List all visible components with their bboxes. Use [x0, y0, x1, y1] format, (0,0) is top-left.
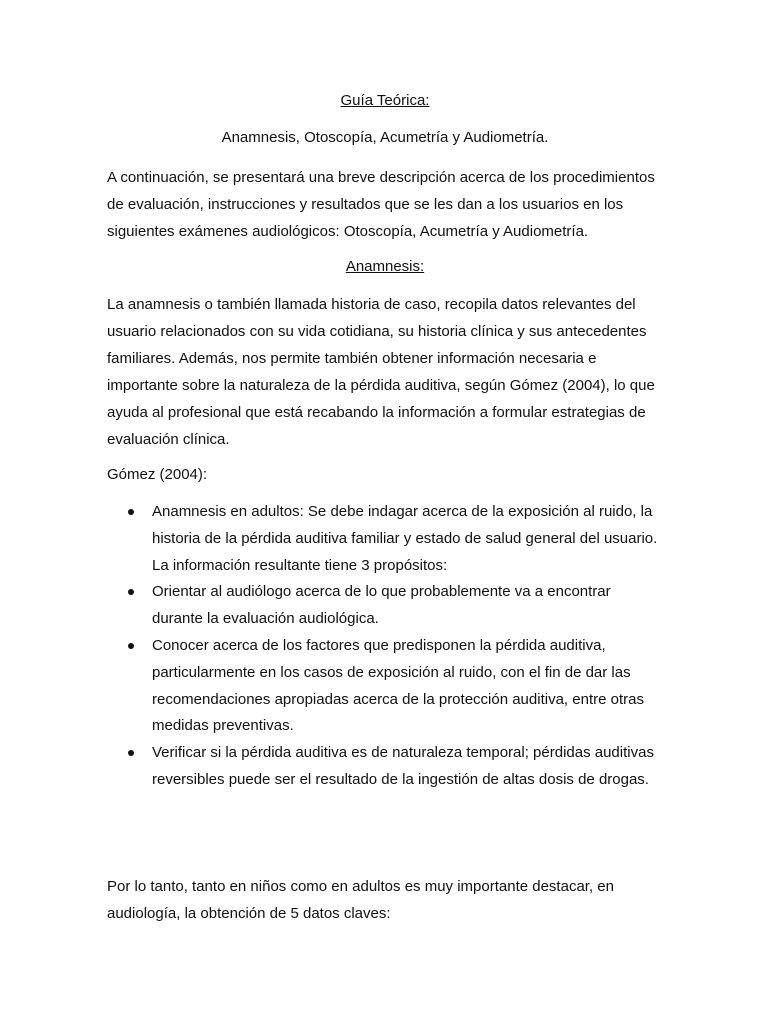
document-page [107, 90, 663, 938]
bullet-item [107, 499, 663, 579]
bullet-item [107, 633, 663, 740]
anamnesis-paragraph: La anamnesis o también llamada historia de caso, recopila datos relevantes del usuario relacionados con su vida cotidiana, su historia clínica y sus antecedentes familiares. Además, nos permite también obtener información necesaria e importante sobre la naturaleza de la pérdida auditiva, según Gómez (2004), lo que ayuda al profesional que está recabando la información a formular estrategias de evaluación clínica. [107, 296, 655, 448]
bullet-item [107, 579, 663, 633]
bullet-text: Anamnesis en adultos: Se debe indagar acerca de la exposición al ruido, la historia de la pérdida auditiva familiar y estado de salud general del usuario. La información resultante tiene 3 propósitos: [152, 503, 658, 574]
bullet-icon [128, 589, 134, 595]
bullet-icon [128, 643, 134, 649]
bullet-text: Conocer acerca de los factores que predisponen la pérdida auditiva, particularmente en los casos de exposición al ruido, con el fin de dar las recomendaciones apropiadas acerca de la protección auditiva, entre otras medidas preventivas. [152, 636, 644, 735]
closing-paragraph: Por lo tanto, tanto en niños como en adultos es muy importante destacar, en audiología, la obtención de 5 datos claves: [107, 877, 614, 922]
bullet-item [107, 740, 663, 794]
bullet-icon [128, 750, 134, 756]
document-subtitle: Anamnesis, Otoscopía, Acumetría y Audiometría. [221, 129, 549, 146]
blank-space [107, 794, 663, 873]
bullet-text: Verificar si la pérdida auditiva es de naturaleza temporal; pérdidas auditivas reversibles puede ser el resultado de la ingestión de altas dosis de drogas. [152, 744, 654, 788]
intro-paragraph: A continuación, se presentará una breve descripción acerca de los procedimientos de evaluación, instrucciones y resultados que se les dan a los usuarios en los siguientes exámenes audiológicos: Otoscopía, Acumetría y Audiometría. [107, 169, 655, 240]
bullet-icon [128, 509, 134, 515]
bullet-list [107, 499, 663, 794]
document-title: Guía Teórica: [340, 92, 430, 109]
section-heading-anamnesis: Anamnesis: [345, 258, 425, 275]
source-label: Gómez (2004): [107, 466, 208, 483]
bullet-text: Orientar al audiólogo acerca de lo que probablemente va a encontrar durante la evaluación audiológica. [152, 583, 611, 628]
